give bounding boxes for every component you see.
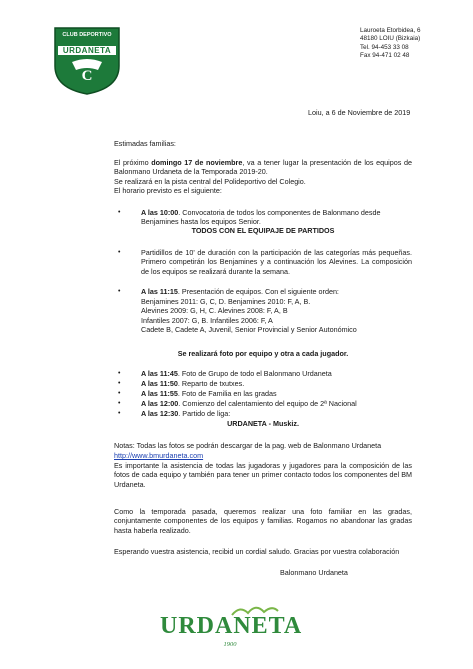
schedule-time: A las 12:00 [141, 399, 179, 408]
heading-foto: Se realizará foto por equipo y otra a cada jugador. [177, 349, 349, 358]
bullet: • [118, 400, 121, 407]
intro-pre: El próximo [114, 158, 152, 167]
team-order-row: Cadete B, Cadete A, Juvenil, Senior Provincial y Senior Autonómico [141, 325, 357, 335]
footer-logo [160, 603, 303, 655]
item-partidillos: Partidillos de 10' de duración con la participación de las categorías más pequeñas. Primero competirán los Benjamines y a continuación los Alevines. La composición de los equipos se realizará durante la semana. [141, 248, 412, 276]
greeting: Estimadas familias: [114, 139, 176, 148]
bullet: • [118, 390, 121, 397]
bullet: • [118, 249, 121, 256]
logo-club-name: URDANETA [62, 46, 112, 55]
team-order-row: Alevines 2009: G, H, C. Alevines 2008: F, A, B [141, 306, 288, 316]
schedule-item [141, 389, 277, 398]
item-1000 [141, 208, 411, 227]
team-order-row: Infantiles 2007: G, B. Infantiles 2006: F, A [141, 315, 273, 325]
schedule-text: . Foto de Familia en las gradas [177, 389, 277, 398]
schedule-time: A las 11:45 [141, 369, 178, 378]
address-line: 48180 LOIU (Bizkaia) [360, 35, 421, 43]
schedule-time: A las 11:55 [141, 389, 178, 398]
date-line: Loiu, a 6 de Noviembre de 2019 [308, 108, 411, 117]
item-1115-time: A las 11:15 [141, 287, 178, 296]
intro-post: , va a tener lugar la presentación de los equipos de Balonmano Urdaneta de la Temporada 2019-20. [114, 158, 413, 177]
bullet: • [118, 209, 121, 216]
intro-date: domingo 17 de noviembre [151, 158, 243, 167]
intro-paragraph [114, 158, 412, 177]
item-1000-text: . Convocatoria de todos los componentes de Balonmano desde Benjamines hasta los equipos Senior. [141, 208, 381, 227]
schedule-time: A las 11:50 [141, 379, 178, 388]
schedule-item [141, 369, 332, 378]
footer-logo-name: URDANETA [160, 613, 303, 639]
schedule-intro-line: El horario previsto es el siguiente: [114, 186, 222, 195]
logo-letter: C [81, 68, 93, 84]
logo-club-top: CLUB DEPORTIVO [62, 32, 112, 38]
schedule-item [141, 379, 244, 388]
team-order-list [141, 297, 357, 335]
bullet: • [118, 380, 121, 387]
schedule-text: . Comienzo del calentamiento del equipo de 2ª Nacional [178, 399, 357, 408]
website-link[interactable]: http://www.bmurdaneta.com [114, 451, 204, 460]
closing-line: Esperando vuestra asistencia, recibid un cordial saludo. Gracias por vuestra colaboración [114, 547, 400, 556]
schedule-time: A las 12:30 [141, 409, 179, 418]
paragraph-temporada: Como la temporada pasada, queremos realizar una foto familiar en las gradas, conjuntamente componentes de los equipos y familias. Rogamos no abandonar las gradas hasta haberla realizado. [114, 507, 412, 535]
address-line: Tel. 94-453 33 08 [360, 43, 409, 51]
item-1115-text: . Presentación de equipos. Con el siguiente orden: [177, 287, 339, 296]
footer-logo-year: 1900 [223, 641, 237, 648]
heading-equipaje: TODOS CON EL EQUIPAJE DE PARTIDOS [191, 226, 335, 235]
address-line: Fax 94-471 02 48 [360, 51, 410, 59]
schedule-text: . Partido de liga: [178, 409, 231, 418]
item-1115 [141, 287, 339, 296]
paragraph-asistencia: Es importante la asistencia de todas las jugadoras y jugadores para la composición de las fotos de cada equipo y también para tener un primer contacto todos los componentes del BM Urdaneta. [114, 461, 412, 489]
match-heading: URDANETA - Muskiz. [227, 419, 299, 428]
address-block [360, 27, 421, 60]
schedule-item [141, 409, 230, 418]
team-order-row: Benjamines 2011: G, C, D. Benjamines 2010: F, A, B. [141, 297, 311, 306]
schedule-text: . Reparto de txutxes. [177, 379, 245, 388]
club-logo [52, 26, 122, 96]
schedule-item [141, 399, 357, 408]
item-1000-time: A las 10:00 [141, 208, 179, 217]
signature: Balonmano Urdaneta [280, 568, 348, 577]
bullet: • [118, 410, 121, 417]
bullet: • [118, 288, 121, 295]
notes-text: Notas: Todas las fotos se podrán descargar de la pag. web de Balonmano Urdaneta [114, 441, 382, 450]
bullet: • [118, 370, 121, 377]
schedule-text: . Foto de Grupo de todo el Balonmano Urdaneta [177, 369, 332, 378]
location-line: Se realizará en la pista central del Polideportivo del Colegio. [114, 177, 306, 186]
address-line: Lauroeta Etorbidea, 6 [360, 27, 421, 34]
